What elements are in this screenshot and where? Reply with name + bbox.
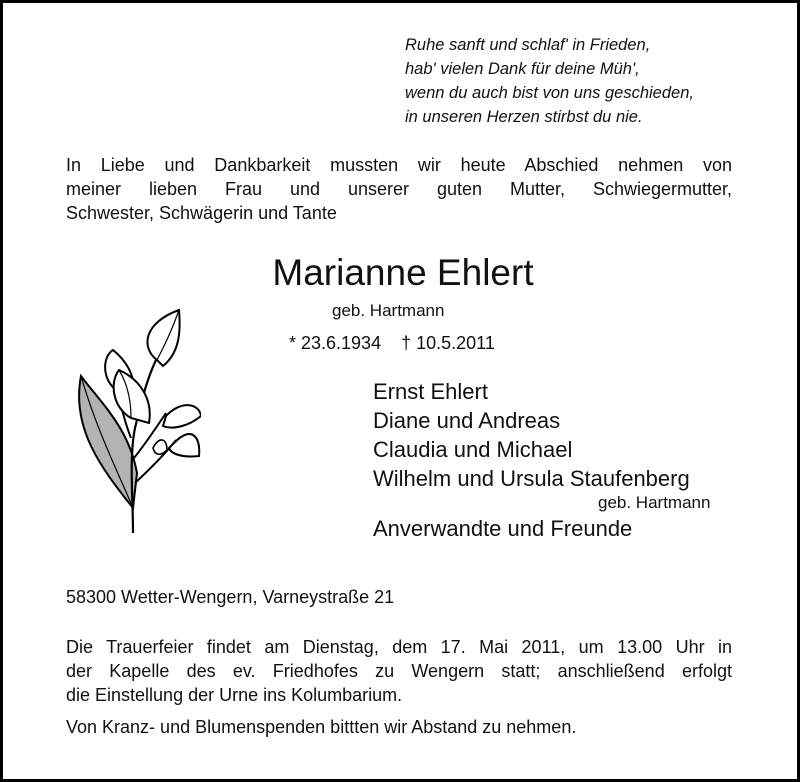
service-line: Die Trauerfeier findet am Dienstag, dem 17. Mai 2011, um 13.00 Uhr in <box>66 637 732 657</box>
intro-line: meiner lieben Frau und unserer guten Mutter, Schwiegermutter, <box>66 179 732 199</box>
poem-line: in unseren Herzen stirbst du nie. <box>405 108 643 126</box>
intro-line: In Liebe und Dankbarkeit mussten wir heute Abschied nehmen von <box>66 155 732 175</box>
mourner-name: Anverwandte und Freunde <box>373 516 633 541</box>
flowers-note: Von Kranz- und Blumenspenden bittten wir Abstand zu nehmen. <box>66 717 577 737</box>
poem-line: Ruhe sanft und schlaf' in Frieden, <box>405 36 651 54</box>
mourner-maiden-name: geb. Hartmann <box>598 493 711 512</box>
deceased-name: Marianne Ehlert <box>272 252 534 293</box>
mourner-name: Ernst Ehlert <box>373 379 488 404</box>
intro-line: Schwester, Schwägerin und Tante <box>66 203 337 223</box>
mourners-list <box>373 377 710 543</box>
poem-line: hab' vielen Dank für deine Müh', <box>405 60 640 78</box>
memorial-poem <box>405 33 694 129</box>
service-line: der Kapelle des ev. Friedhofes zu Wengern statt; anschließend erfolgt <box>66 661 732 681</box>
mourner-name: Claudia und Michael <box>373 437 573 462</box>
service-paragraph <box>66 635 732 707</box>
maiden-name: geb. Hartmann <box>332 301 445 320</box>
address: 58300 Wetter-Wengern, Varneystraße 21 <box>66 587 395 607</box>
mourner-name: Diane und Andreas <box>373 408 561 433</box>
service-line: die Einstellung der Urne ins Kolumbarium. <box>66 685 403 705</box>
mourner-name: Wilhelm und Ursula Staufenberg <box>373 466 690 491</box>
calla-lily-icon <box>71 308 201 538</box>
life-dates: * 23.6.1934 † 10.5.2011 <box>289 333 495 353</box>
intro-paragraph <box>66 153 732 225</box>
poem-line: wenn du auch bist von uns geschieden, <box>405 84 694 102</box>
